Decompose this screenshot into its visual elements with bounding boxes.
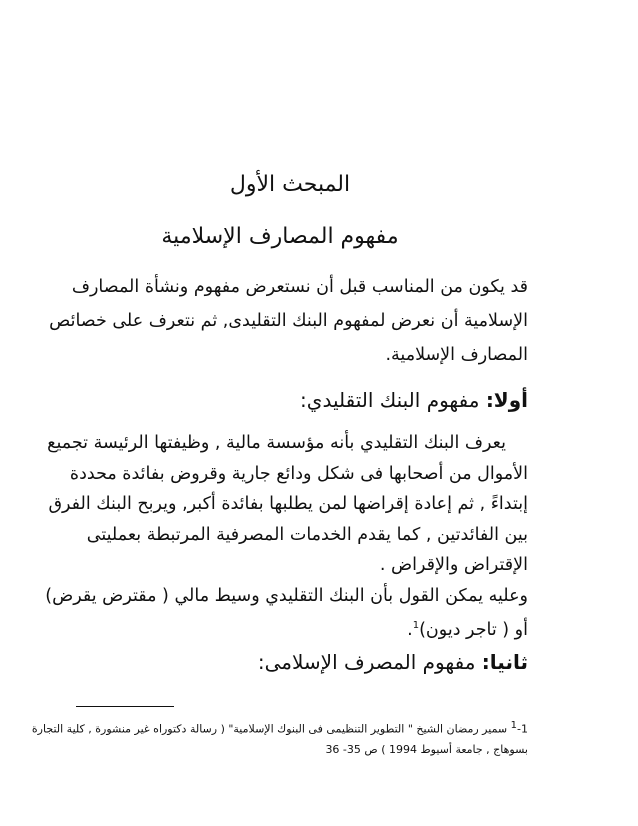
intro-line: الإسلامية أن نعرض لمفهوم البنك التقليدى, ثم نتعرف على خصائص (49, 311, 528, 331)
definition-line: وعليه يمكن القول بأن البنك التقليدي وسيط مالي ( مقترض يقرض) (45, 585, 528, 606)
definition-text: أو ( تاجر ديون) (419, 619, 528, 640)
section-title: مفهوم المصارف الإسلامية (161, 224, 399, 249)
footnote-reference[interactable]: 1 (412, 620, 420, 631)
definition-end: . (407, 619, 413, 640)
definition-paragraph (45, 428, 528, 645)
footnote-line: بسوهاج , جامعة أسيوط 1994 ) ص 35- 36 (325, 742, 528, 756)
subheading-second (258, 650, 528, 674)
subheading-first (300, 388, 528, 412)
definition-line: الإقتراض والإقراض . (379, 555, 528, 575)
subheading-text: مفهوم المصرف الإسلامى: (257, 650, 476, 674)
chapter-title: المبحث الأول (229, 172, 351, 197)
intro-line: المصارف الإسلامية. (385, 345, 528, 365)
subheading-label: أولا: (485, 388, 528, 412)
definition-line: إبتداءً , ثم إعادة إقراضها لمن يطلبها بفائدة أكبر, ويربح البنك الفرق (48, 494, 528, 514)
footnote-text: -1 سمير رمضان الشيخ " التطوير التنظيمى فى البنوك الإسلامية" ( رسالة دكتوراه غير منشورة , كلية التجارة (31, 722, 528, 736)
intro-paragraph (49, 270, 528, 372)
footnote-divider (76, 706, 174, 707)
footnote-number: 1 (510, 720, 518, 731)
intro-line: قد يكون من المناسب قبل أن نستعرض مفهوم ونشأة المصارف (71, 277, 528, 297)
definition-line: الأموال من أصحابها فى شكل ودائع جارية وقروض بفائدة محددة (69, 463, 528, 484)
definition-line: يعرف البنك التقليدي بأنه مؤسسة مالية , وظيفتها الرئيسة تجميع (47, 433, 506, 453)
footnote-line (31, 716, 528, 740)
definition-line (68, 611, 528, 645)
subheading-text: مفهوم البنك التقليدي: (300, 388, 480, 412)
footnote (31, 716, 528, 760)
definition-line: بين الفائدتين , كما يقدم الخدمات المصرفية المرتبطة بعمليتى (86, 524, 528, 545)
subheading-label: ثانيا: (481, 650, 528, 674)
